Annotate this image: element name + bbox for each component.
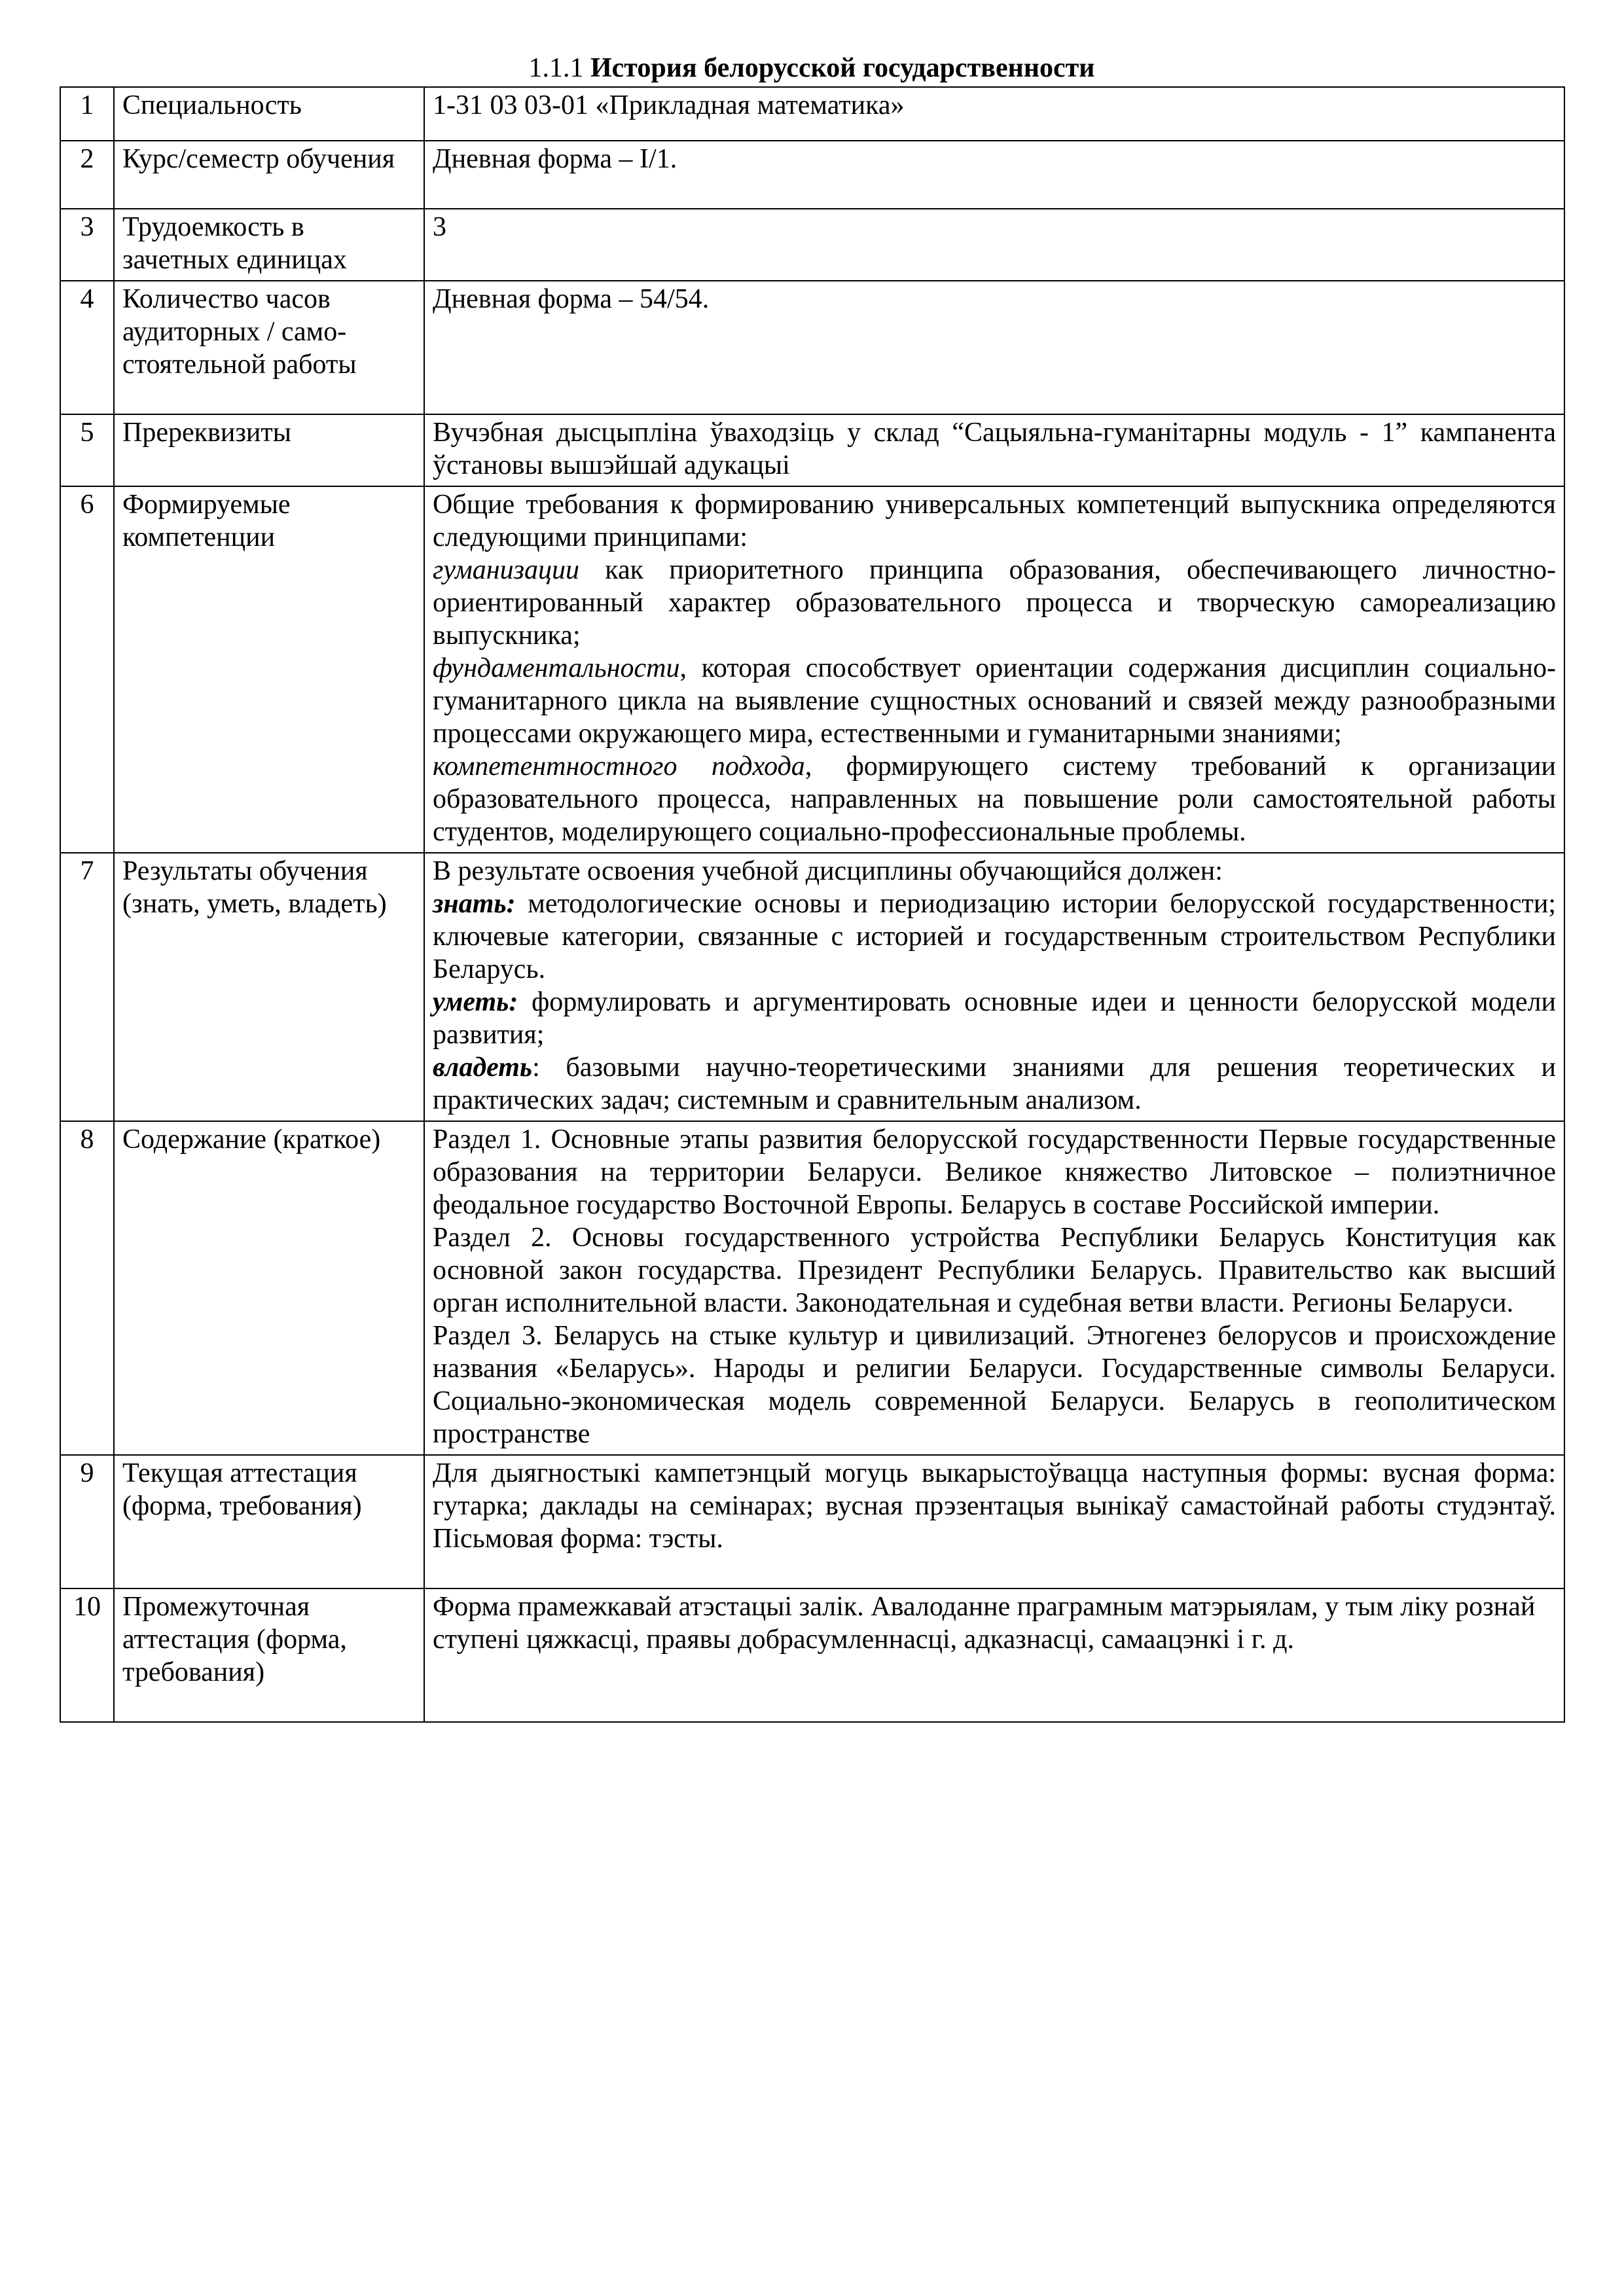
- row-number: 7: [60, 853, 114, 1121]
- summary-content: [424, 1121, 1564, 1455]
- row-label: Текущая аттестация (форма, требования): [114, 1455, 424, 1588]
- principle-text: как приоритетного принципа образования, обеспечивающего личностно-ориентированный характер образовательного процесса и творческую самореализацию выпускника;: [433, 555, 1556, 651]
- section-2: Раздел 2. Основы государственного устройства Республики Беларусь Конституция как основной закон государства. Президент Республики Беларусь. Правительство как высший орган исполнительной власти. Законодательная и судебная ветви власти. Регионы Беларуси.: [433, 1223, 1556, 1318]
- row-content: Для дыягностыкі кампетэнцый могуць выкарыстоўвацца наступныя формы: вусная форма: гутарка; даклады на семінарах; вусная прэзентацыя вынікаў самастойнай работы студэнтаў. Пісьмовая форма: тэсты.: [424, 1455, 1564, 1588]
- table-row: [60, 209, 1564, 281]
- outcome-text: методологические основы и периодизацию истории белорусской государственности; ключевые категории, связанные с историей и государственным строительством Республики Беларусь.: [433, 889, 1556, 984]
- row-number: 6: [60, 486, 114, 853]
- outcome-own: [433, 1051, 1556, 1117]
- row-label: Трудоемкость в зачетных единицах: [114, 209, 424, 281]
- outcome-can: [433, 986, 1556, 1051]
- section-1: Раздел 1. Основные этапы развития белорусской государственности Первые государственные образования на территории Беларуси. Великое княжество Литовское – полиэтничное феодальное государство Восточной Европы. Беларусь в составе Российской империи.: [433, 1124, 1556, 1220]
- row-label: Количество часов аудиторных / само-стоятельной работы: [114, 281, 424, 414]
- row-number: 4: [60, 281, 114, 414]
- table-row: [60, 87, 1564, 141]
- principle-fundamentality: [433, 652, 1556, 750]
- row-number: 8: [60, 1121, 114, 1455]
- row-number: 3: [60, 209, 114, 281]
- principle-humanization: [433, 554, 1556, 652]
- outcomes-intro: В результате освоения учебной дисциплины обучающийся должен:: [433, 856, 1223, 886]
- table-row: [60, 1455, 1564, 1588]
- outcome-text: формулировать и аргументировать основные идеи и ценности белорусской модели развития;: [433, 987, 1556, 1050]
- row-content: Вучэбная дысцыпліна ўваходзіць у склад “Сацыяльна-гуманітарны модуль - 1” кампанента ўстановы вышэйшай адукацыі: [424, 414, 1564, 486]
- row-label: Формируемые компетенции: [114, 486, 424, 853]
- principle-term: гуманизации: [433, 555, 580, 585]
- row-label: Курс/семестр обучения: [114, 141, 424, 209]
- principle-text: , которая способствует ориентации содержания дисциплин социально-гуманитарного цикла на выявление сущностных оснований и связей между разнообразными процессами окружающего мира, естественными и гуманитарными знаниями;: [433, 653, 1556, 749]
- row-label: Специальность: [114, 87, 424, 141]
- row-number: 9: [60, 1455, 114, 1588]
- table-row: [60, 281, 1564, 414]
- table-row: [60, 853, 1564, 1121]
- table-row: [60, 486, 1564, 853]
- table-row: [60, 1121, 1564, 1455]
- row-label: Результаты обучения (знать, уметь, владеть): [114, 853, 424, 1121]
- outcome-text: : базовыми научно-теоретическими знаниями для решения теоретических и практических задач; системным и сравнительным анализом.: [433, 1052, 1556, 1115]
- row-label: Содержание (краткое): [114, 1121, 424, 1455]
- course-description-table: [60, 86, 1565, 1723]
- row-number: 1: [60, 87, 114, 141]
- title-text: История белорусской государственности: [590, 53, 1095, 83]
- row-number: 2: [60, 141, 114, 209]
- principle-competence-approach: [433, 750, 1556, 848]
- title-number: 1.1.1: [528, 53, 584, 83]
- outcome-term: уметь:: [433, 987, 518, 1017]
- learning-outcomes-content: [424, 853, 1564, 1121]
- row-content: Дневная форма – I/1.: [424, 141, 1564, 209]
- row-number: 5: [60, 414, 114, 486]
- table-row: [60, 141, 1564, 209]
- principle-term: фундаментальности: [433, 653, 680, 683]
- outcome-know: [433, 888, 1556, 986]
- row-content: 1-31 03 03-01 «Прикладная математика»: [424, 87, 1564, 141]
- competences-intro: Общие требования к формированию универсальных компетенций выпускника определяются следующими принципами:: [433, 490, 1556, 552]
- document-title: [59, 52, 1564, 84]
- row-label: Промежуточная аттестация (форма, требования): [114, 1588, 424, 1722]
- outcome-term: владеть: [433, 1052, 533, 1083]
- table-row: [60, 414, 1564, 486]
- row-content: Дневная форма – 54/54.: [424, 281, 1564, 414]
- section-3: Раздел 3. Беларусь на стыке культур и цивилизаций. Этногенез белорусов и происхождение названия «Беларусь». Народы и религии Беларуси. Государственные символы Беларуси. Социально-экономическая модель современной Беларуси. Беларусь в геополитическом пространстве: [433, 1321, 1556, 1449]
- outcome-term: знать:: [433, 889, 516, 919]
- table-row: [60, 1588, 1564, 1722]
- principle-text: , формирующего систему требований к организации образовательного процесса, направленных на повышение роли самостоятельной работы студентов, моделирующего социально-профессиональные проблемы.: [433, 751, 1556, 847]
- row-content: 3: [424, 209, 1564, 281]
- row-label: Пререквизиты: [114, 414, 424, 486]
- row-number: 10: [60, 1588, 114, 1722]
- row-content: Форма прамежкавай атэстацыі залік. Авалоданне праграмным матэрыялам, у тым ліку рознай ступені цяжкасці, праявы добрасумленнасці, адказнасці, самаацэнкі і г. д.: [424, 1588, 1564, 1722]
- competences-content: [424, 486, 1564, 853]
- principle-term: компетентностного подхода: [433, 751, 805, 781]
